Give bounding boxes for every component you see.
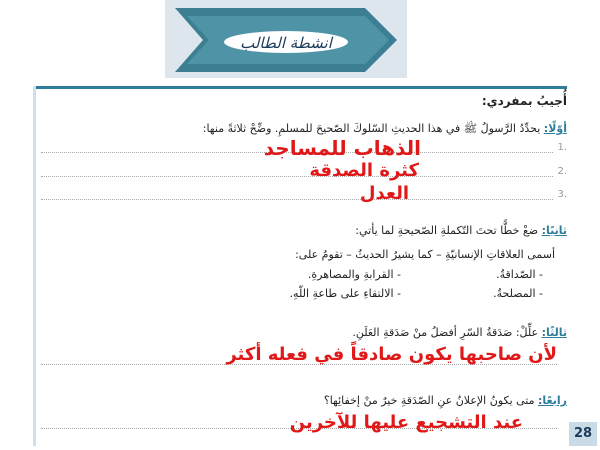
option-obedience[interactable]: - الالتقاءِ على طاعةِ اللّهِ.: [289, 287, 401, 300]
worksheet: [33, 86, 567, 446]
answer-1: الذهاب للمساجد: [263, 136, 421, 160]
page-number: 28: [569, 422, 597, 446]
top-border: [33, 86, 567, 89]
answer-3: العدل: [359, 183, 409, 204]
question-3-label: ثالثًا:: [541, 326, 567, 339]
question-3-text: علِّلْ: صَدَقةُ السّرِ أفضلُ منْ صَدَقةِ العَلَنِ.: [352, 326, 539, 339]
question-1-label: أوّلًا:: [543, 122, 567, 135]
line-number-3: 3.: [557, 189, 567, 200]
banner-title: انشطة الطالب: [240, 34, 332, 52]
answer-line-3[interactable]: [41, 199, 553, 200]
option-friendship[interactable]: - الصّداقةُ.: [496, 268, 543, 281]
question-4-text: متى يكونُ الإعلانُ عنِ الصّدَقةِ خيرٌ منْ إخفائِها؟: [323, 394, 535, 407]
answer-q4: عند التشجيع عليها للآخرين: [289, 412, 523, 433]
option-interest[interactable]: - المصلحةُ.: [493, 287, 543, 300]
question-2-stem: أسمى العلاقاتِ الإنسانيّةِ – كما يشيرُ الحديثُ – تقومُ على:: [295, 248, 555, 261]
answer-2: كثرة الصدقة: [309, 160, 419, 181]
line-number-2: 2.: [557, 166, 567, 177]
line-number-1: 1.: [557, 142, 567, 153]
answer-line-2[interactable]: [41, 176, 553, 177]
question-2-label: ثانيًا:: [541, 224, 567, 237]
section-heading: أُجيبُ بمفردي:: [481, 94, 567, 108]
question-1-text: يحدِّدُ الرَّسولُ ﷺ في هذا الحديثِ السّلوكَ الصّحيحَ للمسلمِ. وضِّحْ ثلاثةً منها:: [202, 122, 541, 135]
question-2-text: ضعْ خطًّا تحتَ التّكملةِ الصّحيحةِ لما يأتي:: [355, 224, 539, 237]
option-kinship[interactable]: - القرابةِ والمصاهرةِ.: [307, 268, 401, 281]
activity-banner: [165, 0, 407, 78]
question-3: [352, 326, 567, 339]
question-2: [355, 224, 567, 237]
question-4: [324, 394, 567, 407]
answer-q3: لأن صاحبها يكون صادقاً في فعله أكثر: [226, 344, 557, 365]
question-4-label: رابعًا:: [538, 394, 567, 407]
left-border: [33, 86, 36, 446]
